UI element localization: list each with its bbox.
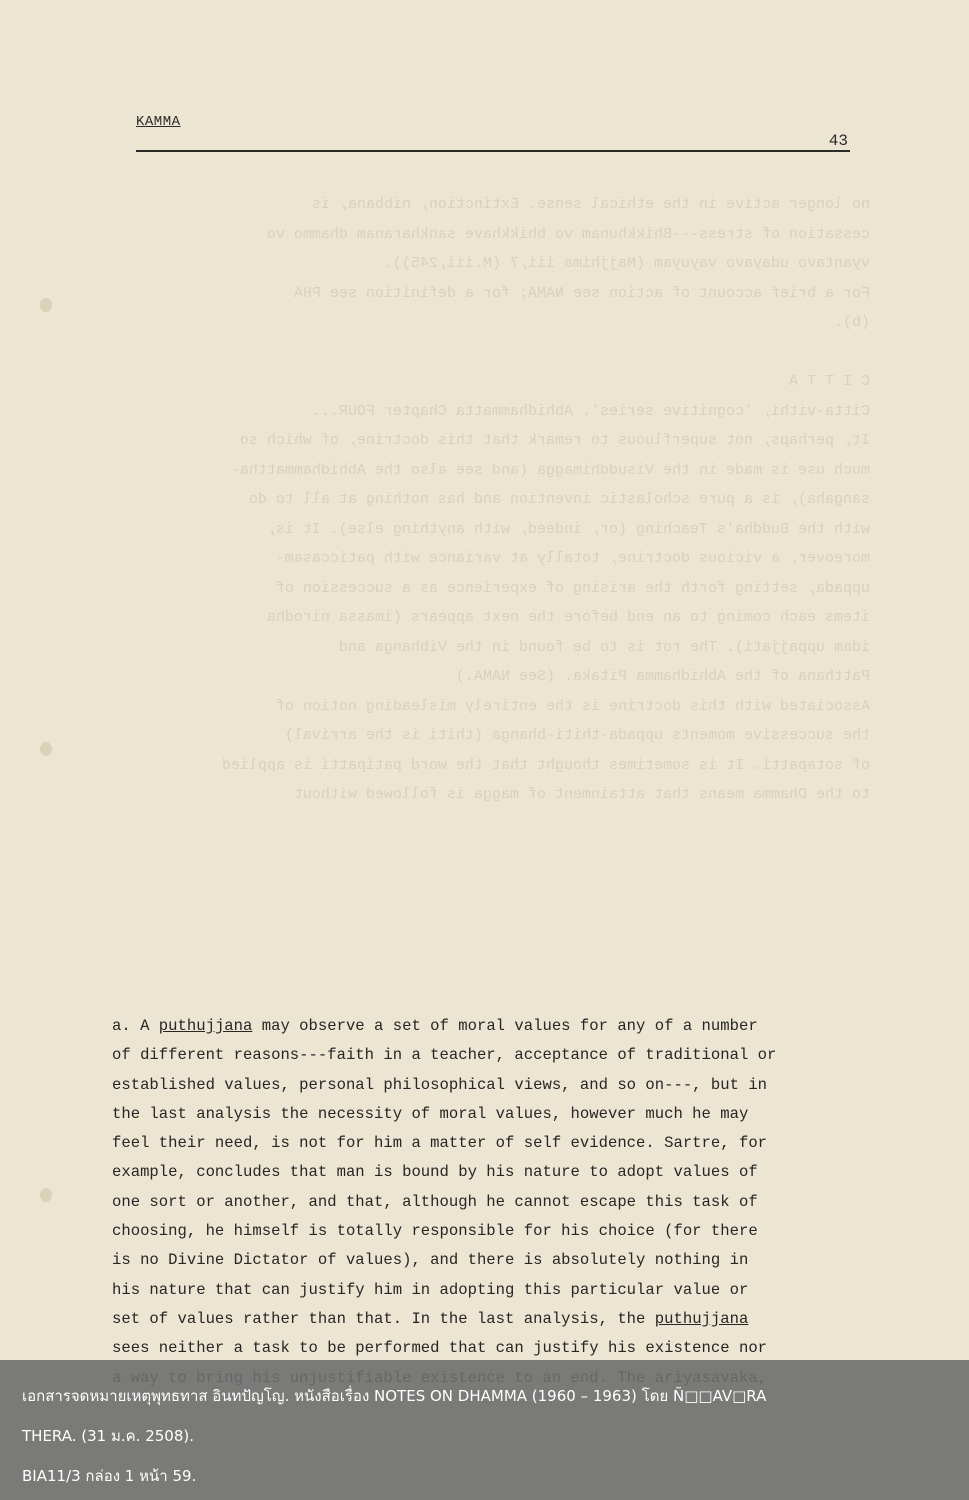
footnote-line [112, 1012, 840, 1041]
paper-stain [40, 298, 52, 312]
footnote-line [112, 1071, 840, 1100]
text-segment: choosing, he himself is totally responsible for his choice (for there [112, 1222, 758, 1241]
text-segment: of different reasons---faith in a teacher, acceptance of traditional or [112, 1046, 777, 1065]
text-segment: a. A [112, 1017, 159, 1035]
text-segment: one sort or another, and that, although he cannot escape this task of [112, 1192, 758, 1211]
caption-line-2: THERA. (31 ม.ค. 2508). [22, 1427, 194, 1445]
underlined-term: puthujjana [158, 1017, 253, 1035]
footnote-line [112, 1129, 840, 1158]
text-segment: feel their need, is not for him a matter of self evidence. Sartre, for [112, 1134, 768, 1153]
footnote-line [112, 1305, 840, 1334]
page-number: 43 [828, 132, 848, 150]
running-head: KAMMA [136, 114, 181, 130]
underlined-term: puthujjana [654, 1309, 749, 1328]
text-segment: the last analysis the necessity of moral values, however much he may [112, 1104, 749, 1123]
text-segment: established values, personal philosophical views, and so on---, but in [112, 1075, 768, 1094]
footnote-text [112, 1012, 840, 1393]
caption-line-3: BIA11/3 กล่อง 1 หน้า 59. [22, 1467, 197, 1485]
footnote-line [112, 1246, 840, 1275]
footnote-line [112, 1217, 840, 1246]
bleed-through-text: no longer active in the ethical sense. Extinction, nibbana, is cessation of stress---Bhikkhunam vo bhikkhave sankharanam dhammo vo vyantavo udayavo vayuyam (Majjhima iii,7 (M.iii,245)). For a brief account of action see NAMA; for a definition see PHA (b). C I T T A Citta-vithi, 'cognitive series'. Abhidhammatta Chapter FOUR... It, perhaps, not superfluous to remark that this doctrine, of which so much use is made in the Visuddhimagga (and see also the Abhidhammattha- sangaha), is a pure scholastic invention and has nothing at all to do with the Buddha's Teaching (or, indeed, with anything else). It is, moreover, a vicious doctrine, totally at variance with paticcasam- uppada, setting forth the arising of experience as a succession of items each coming to an end before the next appears (imassa nirodha idam uppajjati). The rot is to be found in the Vibhanga and Patthana of the Abhidhamma Pitaka. (See NAMA.) Associated with this doctrine is the entirely misleading notion of the successive moments uppada-thiti-bhanga (thiti is the arrival) of sotapatti. It is sometimes thought that the word patipatti is applied to the Dhamma means that attainment of magga is followed without [221, 196, 870, 803]
text-segment: his nature that can justify him in adopting this particular value or [112, 1280, 749, 1299]
text-segment: is no Divine Dictator of values), and there is absolutely nothing in [112, 1251, 749, 1270]
footnote-line [112, 1188, 840, 1217]
text-segment: set of values rather than that. In the last analysis, the [112, 1309, 655, 1328]
text-segment: example, concludes that man is bound by his nature to adopt values of [112, 1163, 758, 1182]
paper-stain [40, 1188, 52, 1202]
text-segment: may observe a set of moral values for any of a number [252, 1017, 758, 1035]
text-segment: sees neither a task to be performed that can justify his existence nor [112, 1339, 768, 1358]
caption-line-1: เอกสารจดหมายเหตุพุทธทาส อินทปัญโญ. หนังสือเรื่อง NOTES ON DHAMMA (1960 – 1963) โดย Ñ□□AV□RA [22, 1387, 767, 1405]
page-header [136, 114, 850, 152]
footnote-line [112, 1100, 840, 1129]
footnote-line [112, 1158, 840, 1187]
footnote-line [112, 1041, 840, 1070]
archive-caption-bar [0, 1360, 969, 1500]
footnote-line [112, 1276, 840, 1305]
paper-stain [40, 742, 52, 756]
